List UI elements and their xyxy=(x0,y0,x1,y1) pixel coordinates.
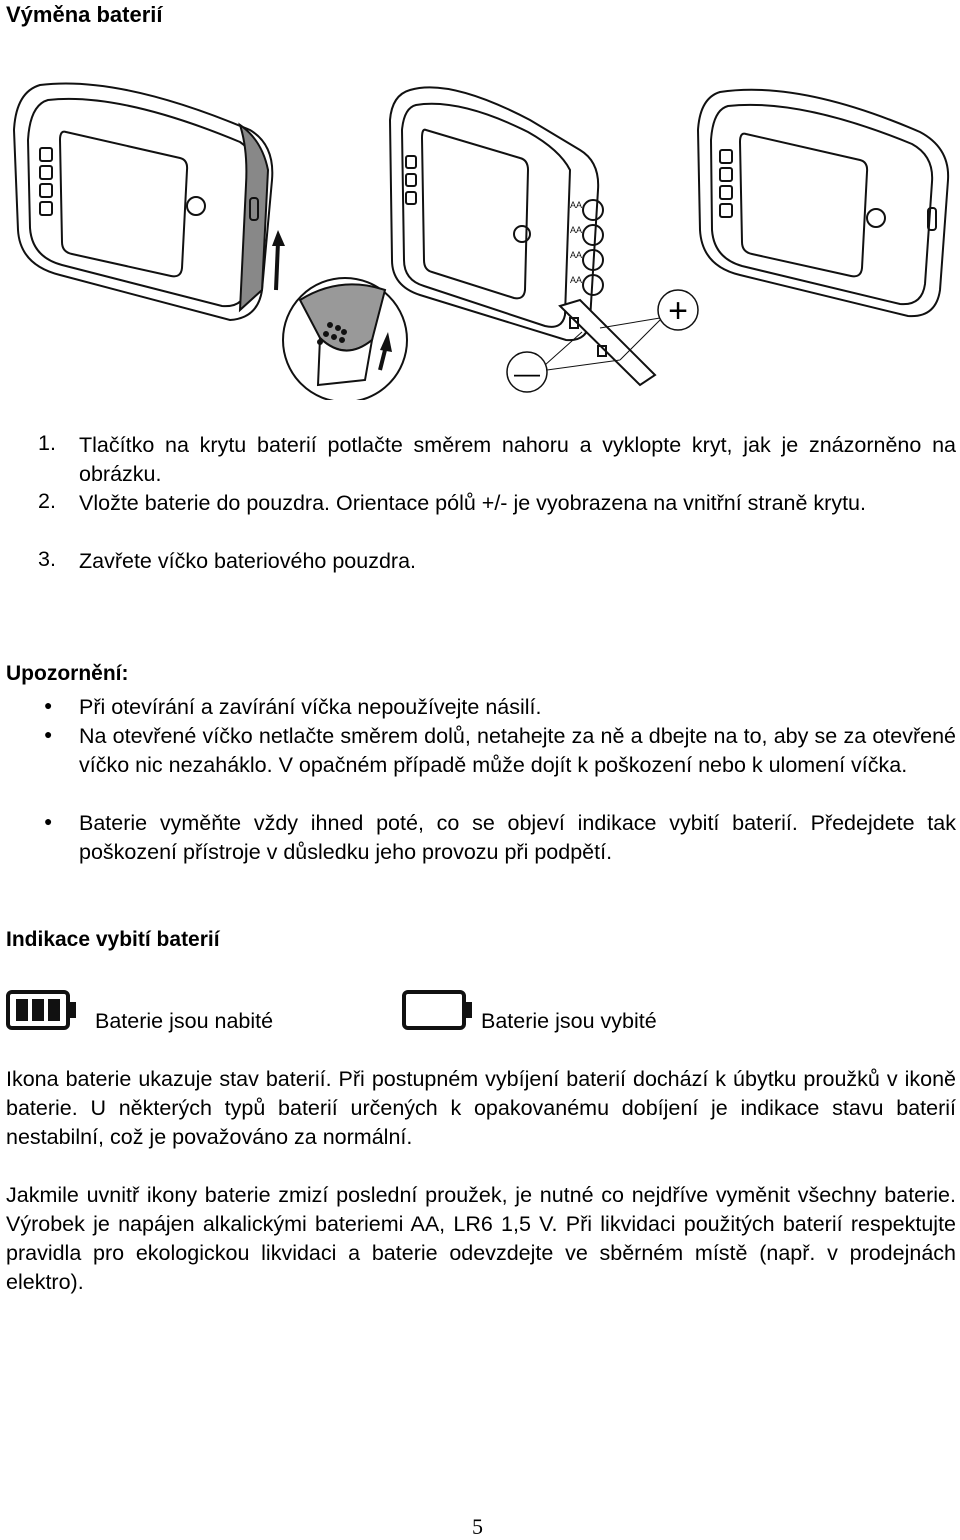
plus-sign: + xyxy=(668,292,688,330)
paragraph: Ikona baterie ukazuje stav baterií. Při postupném vybíjení baterií dochází k úbytku proužků v ikoně baterie. U některých typů baterií určených k opakovanému dobíjení je indikace stavu baterií nestabilní, což je považováno za normální. xyxy=(6,1067,956,1149)
bullet-icon: ● xyxy=(44,697,53,713)
minus-sign: — xyxy=(514,358,540,388)
warning-item: Na otevřené víčko netlačte směrem dolů, netahejte za ně a dbejte na to, aby se za otevřené víčko nic nezaháklo. V opačném případě může dojít k poškození nebo k ulomení víčka. xyxy=(79,724,956,777)
step-text: Zavřete víčko bateriového pouzdra. xyxy=(79,549,417,573)
page-title: Výměna baterií xyxy=(6,2,163,27)
battery-empty-label: Baterie jsou vybité xyxy=(481,1009,657,1033)
device-final-illustration xyxy=(698,90,948,316)
battery-full-label: Baterie jsou nabité xyxy=(95,1009,274,1033)
battery-empty-icon xyxy=(402,990,474,1032)
step-number: 2. xyxy=(38,489,56,513)
indicator-heading: Indikace vybití baterií xyxy=(6,928,220,951)
warning-heading: Upozornění: xyxy=(6,662,129,685)
bullet-icon: ● xyxy=(44,813,53,829)
battery-replacement-illustration xyxy=(0,70,960,400)
battery-label: AA xyxy=(570,200,583,210)
step-number: 3. xyxy=(38,547,56,571)
warning-item: Baterie vyměňte vždy ihned poté, co se objeví indikace vybití baterií. Předejdete tak poškození přístroje v důsledku jeho provozu při podpětí. xyxy=(79,811,956,864)
page-number: 5 xyxy=(472,1514,483,1539)
device-closed-illustration xyxy=(14,83,272,320)
battery-full-icon xyxy=(6,990,78,1032)
step-text: Tlačítko na krytu baterií potlačte směrem nahoru a vyklopte kryt, jak je znázorněno na obrázku. xyxy=(79,433,956,486)
step-text: Vložte baterie do pouzdra. Orientace pólů +/- je vyobrazena na vnitřní straně krytu. xyxy=(79,491,866,515)
paragraph: Jakmile uvnitř ikony baterie zmizí poslední proužek, je nutné co nejdříve vyměnit všechny baterie. Výrobek je napájen alkalickými bateriemi AA, LR6 1,5 V. Při likvidaci použitých baterií respektujte pravidla pro ekologickou likvidaci a baterie odevzdejte ve sběrném místě (např. v prodejnách elektro). xyxy=(6,1183,956,1294)
bullet-icon: ● xyxy=(44,726,53,742)
battery-label: AA xyxy=(570,225,583,235)
step-number: 1. xyxy=(38,431,56,455)
warning-item: Při otevírání a zavírání víčka nepoužívejte násilí. xyxy=(79,695,542,719)
device-open-illustration xyxy=(390,87,655,385)
battery-label: AA xyxy=(570,250,583,260)
battery-label: AA xyxy=(570,275,583,285)
